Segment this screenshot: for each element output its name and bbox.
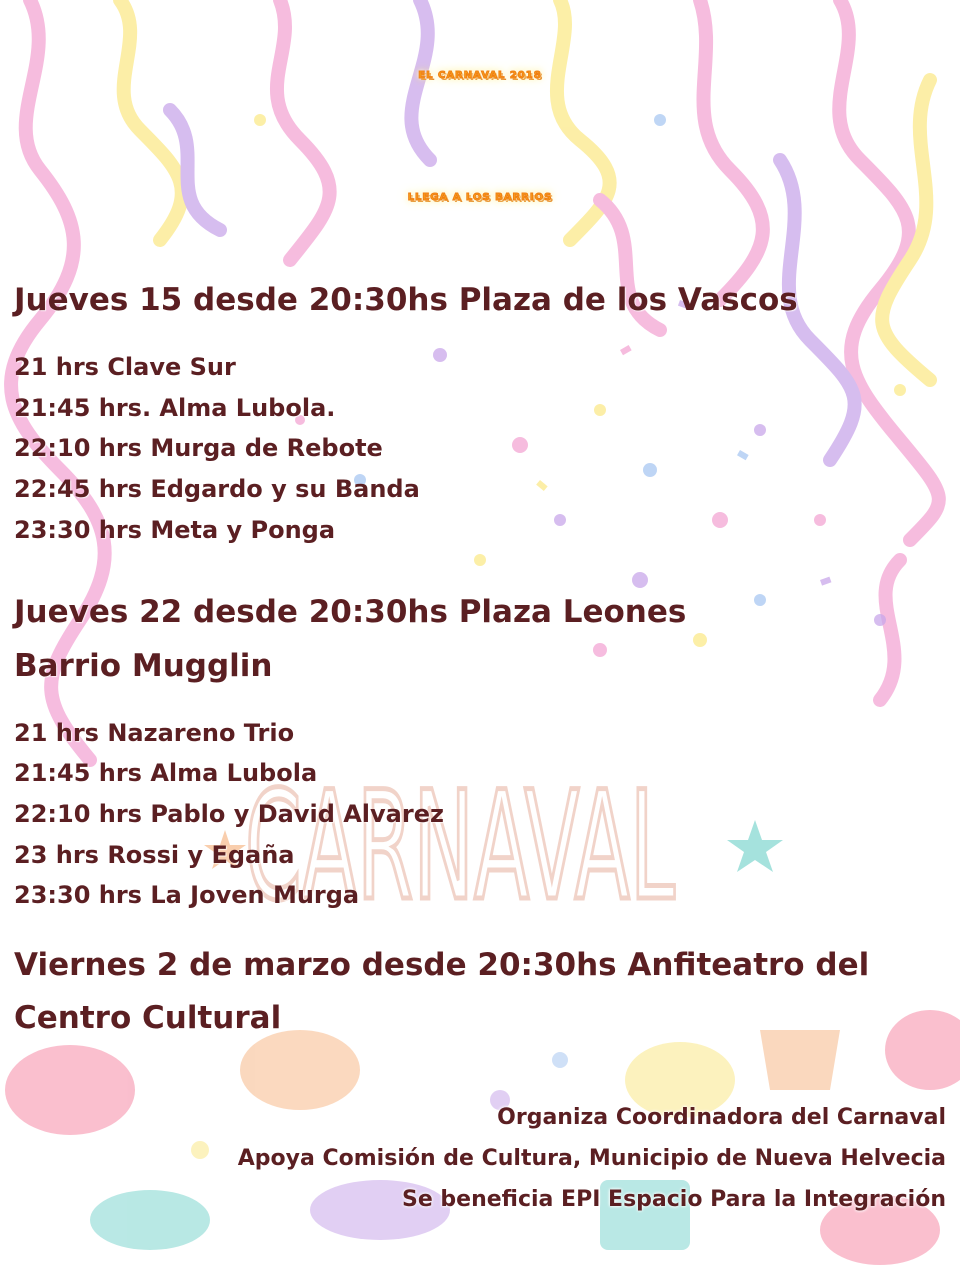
event-2-item: 23:30 hrs La Joven Murga <box>14 881 360 909</box>
event-1-item: 21:45 hrs. Alma Lubola. <box>14 394 336 422</box>
event-1-item: 22:45 hrs Edgardo y su Banda <box>14 475 420 503</box>
event-2-heading: Jueves 22 desde 20:30hs Plaza Leones <box>14 594 687 630</box>
carnaval-word-text: CARNAVAL <box>245 760 675 918</box>
event-2-heading-line-2: Barrio Mugglin <box>14 648 273 684</box>
event-2-item: 22:10 hrs Pablo y David Alvarez <box>14 800 444 828</box>
event-1-item: 22:10 hrs Murga de Rebote <box>14 434 383 462</box>
event-2-item: 21:45 hrs Alma Lubola <box>14 759 318 787</box>
poster-title-line-2: LLEGA A LOS BARRIOS <box>407 192 553 203</box>
poster-title-line-1: EL CARNAVAL 2018 <box>418 70 542 81</box>
credit-beneficiary: Se beneficia EPI Espacio Para la Integración <box>401 1187 946 1212</box>
event-2-item: 21 hrs Nazareno Trio <box>14 719 295 747</box>
credit-support: Apoya Comisión de Cultura, Municipio de Nueva Helvecia <box>237 1146 946 1171</box>
event-3-heading-line-2: Centro Cultural <box>14 1000 282 1036</box>
event-1-item: 21 hrs Clave Sur <box>14 353 236 381</box>
event-1-item: 23:30 hrs Meta y Ponga <box>14 516 336 544</box>
credit-organizer: Organiza Coordinadora del Carnaval <box>497 1105 946 1130</box>
event-2-item: 23 hrs Rossi y Egaña <box>14 841 295 869</box>
event-3-heading: Viernes 2 de marzo desde 20:30hs Anfiteatro del <box>14 947 870 983</box>
event-1-heading: Jueves 15 desde 20:30hs Plaza de los Vascos <box>14 282 798 318</box>
